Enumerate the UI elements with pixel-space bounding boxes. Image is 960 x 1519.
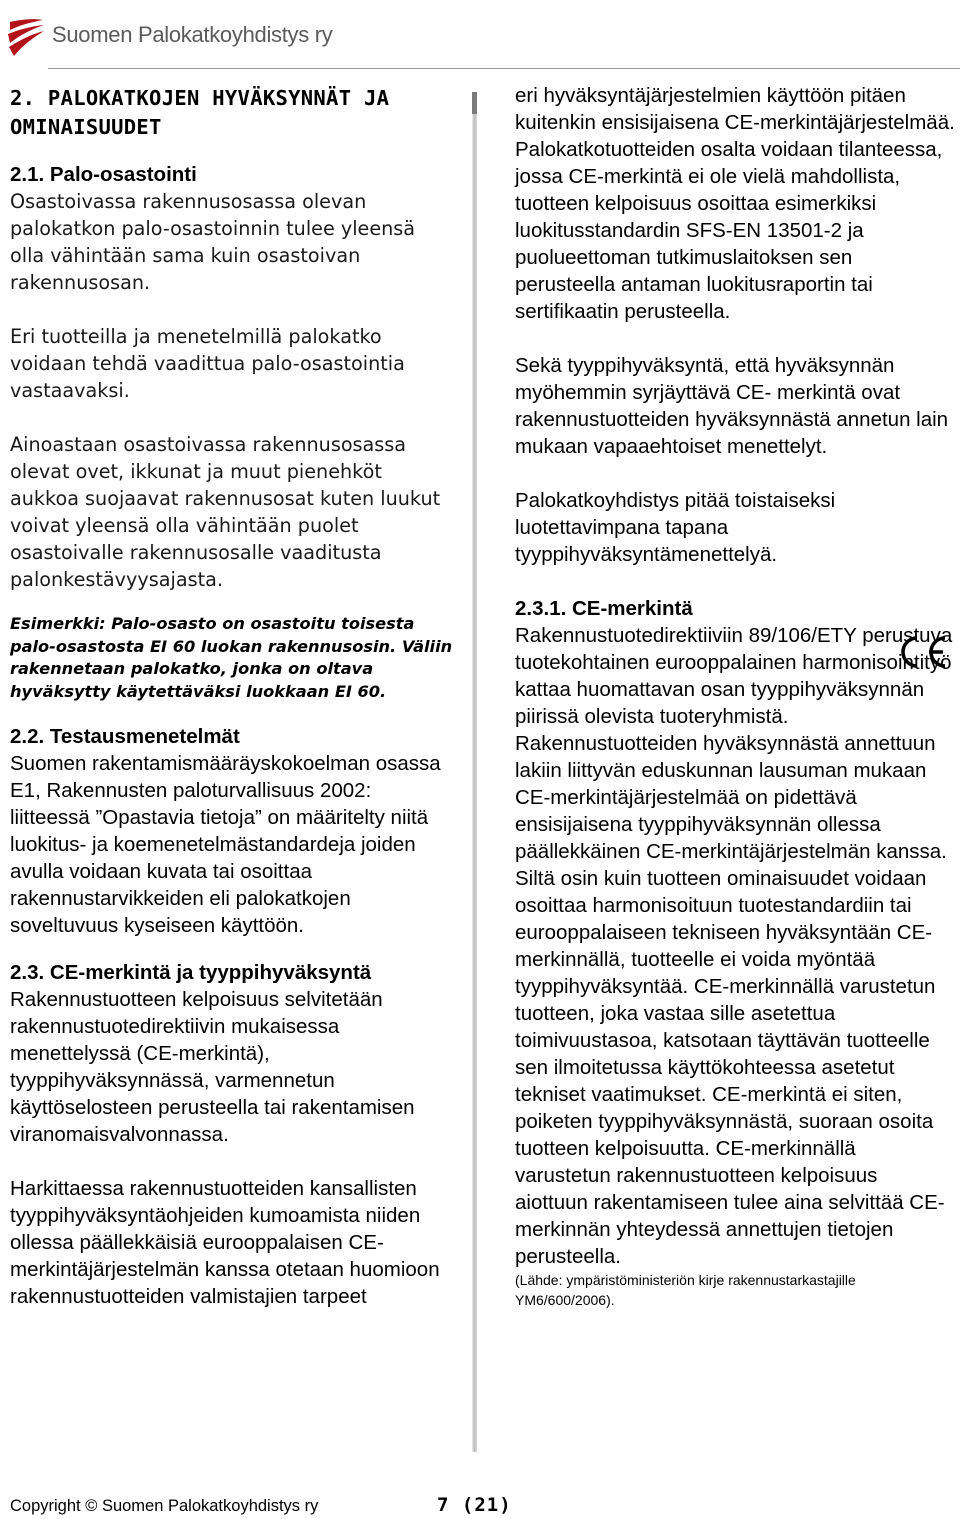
section-2-3-1-paragraph: Rakennustuotedirektiiviin 89/106/ETY perustuva tuotekohtainen eurooppalainen harmonisointityö kattaa huomattavan osan tyyppihyväksynnän piirissä olevista tuoteryhmistä. Rakennustuotteiden hyväksynnästä annettuun lakiin liittyvän eduskunnan lausuman mukaan CE-merkintäjärjestelmää on pidettävä ensisijaisena tyyppihyväksynnän ollessa päällekkäinen CE-merkintäjärjestelmän kanssa. Siltä osin kuin tuotteen ominaisuudet voidaan osoittaa harmonisoituun tuotestandardiin tai eurooppalaiseen tekniseen hyväksyntään CE-merkinnällä, tuotteelle ei voida myöntää tyyppihyväksyntää. CE-merkinnällä varustetun tuotteen, joka vastaa sille asetettua toimivuustasoa, katsotaan täyttävän tuotteelle sen ilmoitetussa käyttökohteessa asetetut tekniset vaatimukset. CE-merkintä ei siten, poiketen tyyppihyväksynnästä, suoraan osoita tuotteen kelpoisuutta. CE-merkinnällä varustetun rakennustuotteen kelpoisuus aiottuun rakentamiseen tulee aina selvittää CE-merkinnän yhteydessä annettujen tietojen perusteella. bbox=[515, 624, 953, 1268]
section-2-2-paragraph-1: Suomen rakentamismääräyskokoelman osassa E1, Rakennusten paloturvallisuus 2002: liitteessä ”Opastavia tietoja” on määritelty niitä luokitus- ja koemenetelmästandardeja joiden avulla voidaan kuvata tai osoittaa rakennustarvikkeiden eli palokatkojen soveltuvuus kyseiseen käyttöön. bbox=[10, 752, 441, 937]
header-org-name: Suomen Palokatkoyhdistys ry bbox=[52, 22, 333, 47]
left-column bbox=[10, 84, 455, 1310]
example-note: Esimerkki: Palo-osasto on osastoitu toisesta palo-osastosta EI 60 luokan rakennusosin. Väliin rakennetaan palokatko, jonka on oltava hyväksytty käytettäväksi luokkaan EI 60. bbox=[10, 614, 453, 701]
section-2-3-paragraph-1: Rakennustuotteen kelpoisuus selvitetään rakennustuotedirektiivin mukaisessa menettelyssä (CE-merkintä), tyyppihyväksynnässä, varmennetun käyttöselosteen perusteella tai rakentamisen viranomaisvalvonnassa. bbox=[10, 988, 415, 1146]
ce-mark-icon bbox=[893, 634, 949, 670]
swoosh-logo-icon bbox=[6, 16, 46, 60]
section-2-3-heading: 2.3. CE-merkintä ja tyyppihyväksyntä bbox=[10, 961, 372, 984]
column-divider bbox=[472, 92, 477, 1452]
header-divider bbox=[48, 68, 960, 69]
section-2-3-1-heading: 2.3.1. CE-merkintä bbox=[515, 597, 693, 620]
footer-copyright: Copyright © Suomen Palokatkoyhdistys ry bbox=[10, 1497, 319, 1515]
section-2-1-paragraph-2: Eri tuotteilla ja menetelmillä palokatko voidaan tehdä vaadittua palo-osastointia vastaavaksi. bbox=[10, 325, 405, 402]
column-divider-cap bbox=[472, 92, 477, 114]
right-paragraph-1: eri hyväksyntäjärjestelmien käyttöön pitäen kuitenkin ensisijaisena CE-merkintäjärjestelmää. Palokatkotuotteiden osalta voidaan tilanteessa, jossa CE-merkintä ei ole vielä mahdollista, tuotteen kelpoisuus osoittaa esimerkiksi luokitusstandardin SFS-EN 13501-2 ja puolueettoman tutkimuslaitoksen sen perusteella antaman luokitusraportin tai sertifikaatin perusteella. bbox=[515, 84, 955, 323]
right-paragraph-3: Palokatkoyhdistys pitää toistaiseksi luotettavimpana tapana tyyppihyväksyntämenettelyä. bbox=[515, 489, 836, 566]
section-2-2-heading: 2.2. Testausmenetelmät bbox=[10, 725, 240, 748]
section-2-1-paragraph-1: Osastoivassa rakennusosassa olevan palokatkon palo-osastoinnin tulee yleensä olla vähintään sama kuin osastoivan rakennusosan. bbox=[10, 190, 416, 294]
section-2-3-paragraph-2: Harkittaessa rakennustuotteiden kansallisten tyyppihyväksyntäohjeiden kumoamista niiden ollessa päällekkäisiä eurooppalaisen CE- merkintäjärjestelmän kanssa otetaan huomioon rakennustuotteiden valmistajien tarpeet bbox=[10, 1177, 440, 1308]
right-paragraph-2: Sekä tyyppihyväksyntä, että hyväksynnän myöhemmin syrjäyttävä CE- merkintä ovat rakennustuotteiden hyväksynnästä annetun lain mukaan vapaaehtoiset menettelyt. bbox=[515, 354, 949, 458]
chapter-title: 2. PALOKATKOJEN HYVÄKSYNNÄT JA OMINAISUUDET bbox=[10, 86, 390, 139]
page-number: 7 (21) bbox=[437, 1494, 512, 1516]
section-2-1-heading: 2.1. Palo-osastointi bbox=[10, 163, 197, 186]
source-note: (Lähde: ympäristöministeriön kirje rakennustarkastajille YM6/600/2006). bbox=[515, 1272, 856, 1308]
section-2-1-paragraph-3: Ainoastaan osastoivassa rakennusosassa olevat ovet, ikkunat ja muut pienehköt aukkoa suojaavat rakennusosat kuten luukut voivat yleensä olla vähintään puolet osastoivalle rakennusosalle vaaditusta palonkestävyysajasta. bbox=[10, 433, 441, 591]
right-column bbox=[515, 82, 955, 1310]
page-header bbox=[0, 0, 960, 72]
